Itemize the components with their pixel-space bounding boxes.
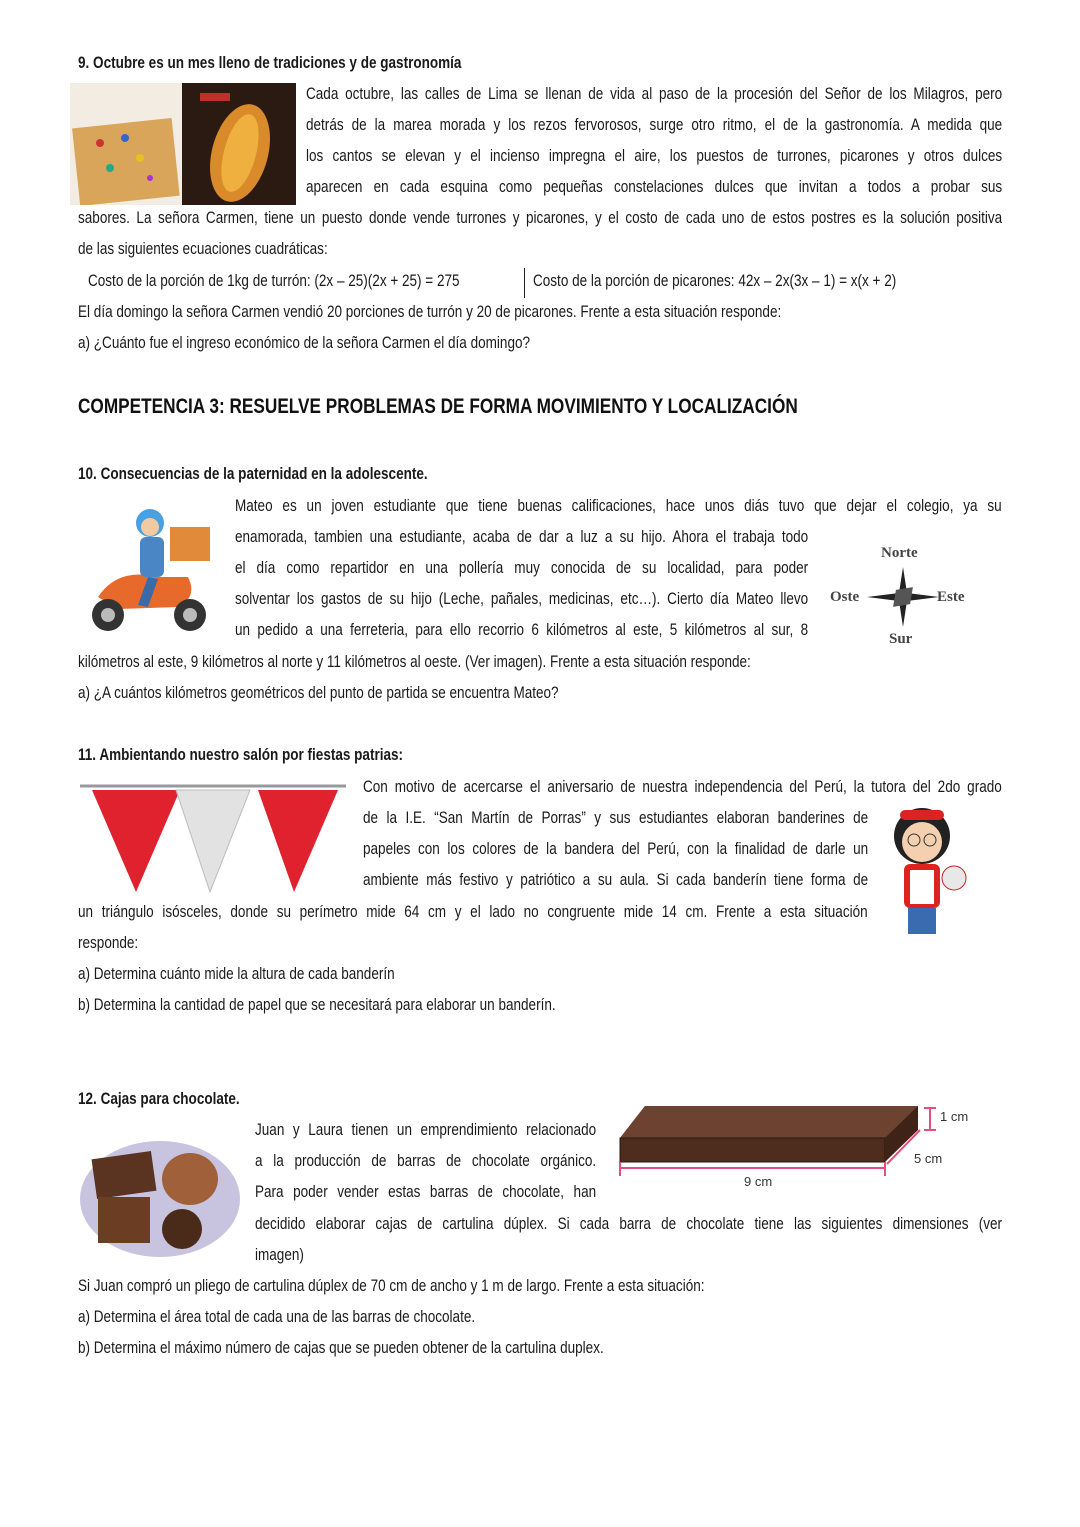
q11-paragraph-line: papeles con los colores de la bandera del Perú, con la finalidad de darle un	[363, 840, 869, 858]
q11-paragraph-line: Con motivo de acercarse el aniversario de nuestra independencia del Perú, la tutora del 2do grado	[363, 778, 1002, 796]
q12-situation: Si Juan compró un pliego de cartulina dúplex de 70 cm de ancho y 1 m de largo. Frente a esta situación:	[78, 1277, 705, 1295]
q9-paragraph-line: sabores. La señora Carmen, tiene un puesto donde vende turrones y picarones, y el costo de cada uno de estos postres es la solución positiva	[78, 209, 1003, 227]
peru-pennants-image	[80, 780, 346, 896]
q12-paragraph-line: a la producción de barras de chocolate orgánico.	[255, 1152, 597, 1170]
equation-divider	[524, 268, 525, 298]
q11-paragraph-line: responde:	[78, 934, 139, 952]
q9-situation: El día domingo la señora Carmen vendió 20 porciones de turrón y 20 de picarones. Frente a esta situación responde:	[78, 303, 782, 321]
q11-title: 11. Ambientando nuestro salón por fiestas patrias:	[78, 746, 404, 764]
q9-paragraph-line: aparecen en cada esquina como pequeñas constelaciones dulces que invitan a todos a probar sus	[306, 178, 1003, 196]
q11-paragraph-line: ambiente más festivo y patriótico a su aula. Si cada banderín tiene forma de	[363, 871, 869, 889]
bar-width-label: 5 cm	[914, 1151, 943, 1166]
q12-paragraph-line: decidido elaborar cajas de cartulina dúplex. Si cada barra de chocolate tiene las siguientes dimensiones (ver	[255, 1215, 1003, 1233]
delivery-motorcycle-image	[78, 497, 222, 641]
q9-paragraph-line: los cantos se elevan y el incienso impregna el aire, los puestos de turrones, picarones y otros dulces	[306, 147, 1003, 165]
competencia-heading: COMPETENCIA 3: RESUELVE PROBLEMAS DE FORMA MOVIMIENTO Y LOCALIZACIÓN	[78, 395, 798, 418]
bar-height-label: 1 cm	[940, 1109, 969, 1124]
equation-picarones: Costo de la porción de picarones: 42x – 2x(3x – 1) = x(x + 2)	[533, 272, 897, 290]
q9-paragraph-line: de las siguientes ecuaciones cuadráticas:	[78, 240, 328, 258]
q10-paragraph-line: Mateo es un joven estudiante que tiene buenas calificaciones, hace unos diás tuvo que dejar el colegio, ya su	[235, 497, 1002, 515]
compass-east-label: Este	[937, 589, 965, 605]
q11-question-a: a) Determina cuánto mide la altura de cada banderín	[78, 965, 395, 983]
q12-paragraph-line: imagen)	[255, 1246, 304, 1264]
turron-picarones-image	[70, 83, 296, 205]
q10-paragraph-line: el día como repartidor en una pollería muy conocida de su localidad, para poder	[235, 559, 809, 577]
q9-question-a: a) ¿Cuánto fue el ingreso económico de la señora Carmen el día domingo?	[78, 334, 531, 352]
bar-length-label: 9 cm	[744, 1174, 773, 1189]
compass-rose-icon	[865, 565, 941, 629]
q11-paragraph-line: un triángulo isósceles, donde su perímetro mide 64 cm y el lado no congruente mide 14 cm. Frente a esta situación	[78, 903, 868, 921]
q12-paragraph-line: Para poder vender estas barras de chocolate, han	[255, 1183, 597, 1201]
q10-paragraph-line: enamorada, tambien una estudiante, acaba de dar a luz a su hijo. Ahora el trabaja todo	[235, 528, 809, 546]
q11-paragraph-line: de la I.E. “San Martín de Porras” y sus estudiantes elaboran banderines de	[363, 809, 869, 827]
compass-south-label: Sur	[889, 631, 913, 647]
q12-question-b: b) Determina el máximo número de cajas que se pueden obtener de la cartulina duplex.	[78, 1339, 604, 1357]
q12-question-a: a) Determina el área total de cada una de las barras de chocolate.	[78, 1308, 476, 1326]
q9-title: 9. Octubre es un mes lleno de tradiciones y de gastronomía	[78, 54, 462, 72]
compass-west-label: Oste	[830, 589, 860, 605]
q12-paragraph-line: Juan y Laura tienen un emprendimiento relacionado	[255, 1121, 597, 1139]
compass-north-label: Norte	[881, 545, 918, 561]
q12-title: 12. Cajas para chocolate.	[78, 1090, 240, 1108]
q10-paragraph-line: kilómetros al este, 9 kilómetros al norte y 11 kilómetros al oeste. (Ver imagen). Frente a esta situación responde:	[78, 653, 751, 671]
teacher-girl-image	[882, 800, 974, 948]
q10-paragraph-line: un pedido a una ferreteria, para ello recorrio 6 kilómetros al este, 5 kilómetros al sur, 8	[235, 621, 809, 639]
chocolate-image	[78, 1135, 242, 1259]
chocolate-bar-diagram	[615, 1100, 945, 1180]
q9-paragraph-line: detrás de la marea morada y los rezos fervorosos, surge otro ritmo, el de la gastronomía. A medida que	[306, 116, 1003, 134]
equation-turron: Costo de la porción de 1kg de turrón: (2x – 25)(2x + 25) = 275	[88, 272, 460, 290]
q9-paragraph-line: Cada octubre, las calles de Lima se llenan de vida al paso de la procesión del Señor de los Milagros, pero	[306, 85, 1003, 103]
q11-question-b: b) Determina la cantidad de papel que se necesitará para elaborar un banderín.	[78, 996, 556, 1014]
q10-question-a: a) ¿A cuántos kilómetros geométricos del punto de partida se encuentra Mateo?	[78, 684, 559, 702]
q10-paragraph-line: solventar los gastos de su hijo (Leche, pañales, medicinas, etc…). Cierto día Mateo llevo	[235, 590, 809, 608]
q10-title: 10. Consecuencias de la paternidad en la adolescente.	[78, 465, 428, 483]
